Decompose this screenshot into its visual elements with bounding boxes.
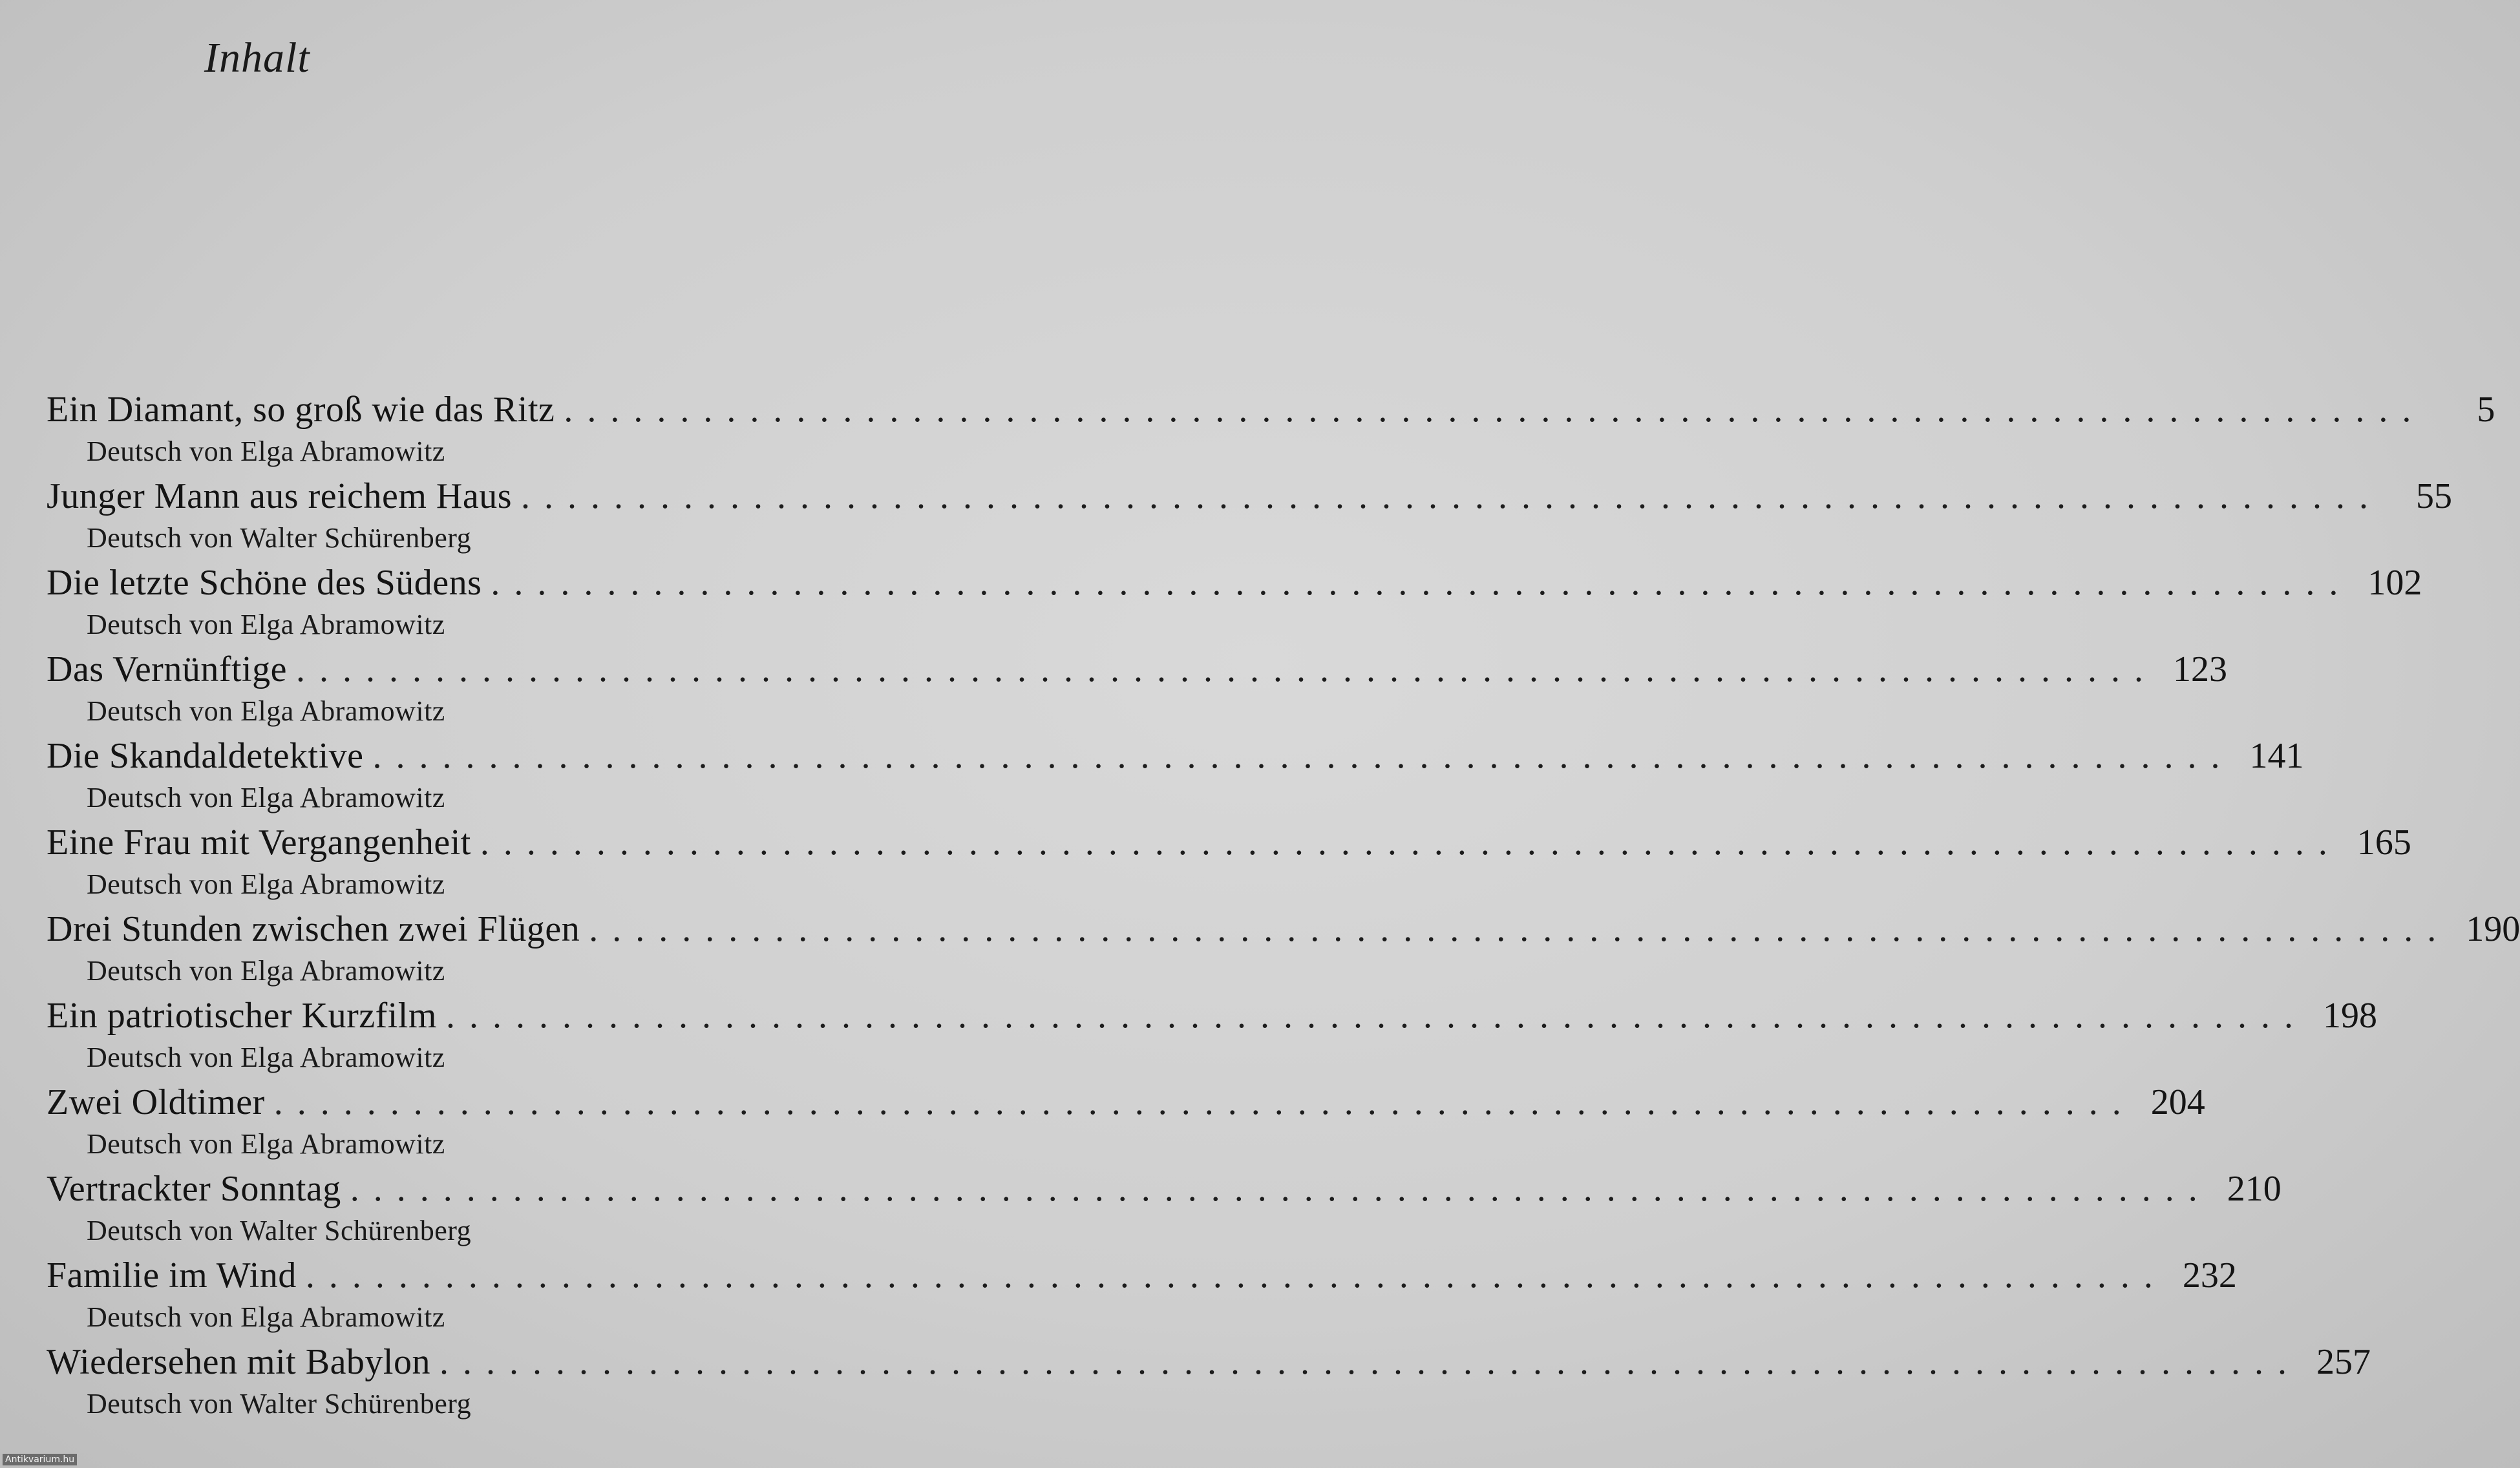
toc-entry — [47, 644, 2227, 730]
dot-leader: ................................................................................ — [372, 736, 2234, 776]
entry-translator: Deutsch von Walter Schürenberg — [87, 1215, 472, 1246]
toc-entry-line — [47, 384, 2495, 435]
entry-page-number: 165 — [2356, 823, 2411, 863]
entry-title: Vertrackter Sonntag — [47, 1169, 341, 1209]
entry-page-number: 210 — [2227, 1169, 2282, 1209]
dot-leader: ................................................................................ — [480, 823, 2342, 863]
entry-translator: Deutsch von Elga Abramowitz — [87, 1042, 445, 1073]
entry-title: Die letzte Schöne des Südens — [47, 563, 482, 603]
toc-entry-line — [47, 1163, 2282, 1215]
toc-entry — [47, 1163, 2282, 1250]
toc-entry — [47, 384, 2495, 470]
dot-leader: ................................................................................ — [564, 390, 2426, 430]
toc-entry — [47, 1250, 2237, 1336]
entry-title: Eine Frau mit Vergangenheit — [47, 823, 471, 863]
entry-title: Junger Mann aus reichem Haus — [47, 476, 513, 516]
entry-translator: Deutsch von Elga Abramowitz — [87, 695, 445, 727]
toc-entry-line — [47, 990, 2377, 1042]
dot-leader: ................................................................................ — [295, 649, 2157, 689]
entry-translator: Deutsch von Walter Schürenberg — [87, 522, 472, 554]
dot-leader: ................................................................................ — [589, 909, 2451, 949]
dot-leader: ................................................................................ — [273, 1082, 2135, 1122]
entry-page-number: 102 — [2367, 563, 2422, 603]
table-of-contents — [47, 384, 2520, 1423]
entry-title: Familie im Wind — [47, 1255, 297, 1295]
toc-entry — [47, 990, 2377, 1076]
entry-title: Drei Stunden zwischen zwei Flügen — [47, 909, 580, 949]
dot-leader: ................................................................................ — [491, 563, 2353, 603]
entry-title: Das Vernünftige — [47, 649, 287, 689]
toc-entry — [47, 557, 2422, 644]
entry-page-number: 232 — [2182, 1255, 2237, 1295]
entry-page-number: 141 — [2249, 736, 2304, 776]
watermark-text: Antikvarium.hu — [3, 1454, 77, 1465]
toc-entry — [47, 730, 2304, 817]
toc-entry — [47, 1076, 2205, 1163]
toc-entry-line — [47, 1250, 2237, 1301]
toc-entry — [47, 903, 2520, 990]
entry-title: Zwei Oldtimer — [47, 1082, 265, 1122]
toc-entry — [47, 470, 2453, 557]
toc-entry-line — [47, 644, 2227, 695]
entry-page-number: 123 — [2172, 649, 2227, 689]
dot-leader: ................................................................................ — [445, 996, 2307, 1036]
entry-page-number: 55 — [2416, 476, 2453, 516]
toc-entry-line — [47, 1336, 2371, 1388]
entry-page-number: 5 — [2477, 390, 2495, 430]
dot-leader: ................................................................................ — [521, 476, 2383, 516]
toc-entry-line — [47, 817, 2411, 868]
dot-leader: ................................................................................ — [439, 1342, 2301, 1382]
entry-page-number: 257 — [2316, 1342, 2371, 1382]
entry-translator: Deutsch von Elga Abramowitz — [87, 868, 445, 900]
entry-title: Die Skandaldetektive — [47, 736, 364, 776]
toc-entry-line — [47, 470, 2453, 522]
toc-entry-line — [47, 1076, 2205, 1128]
entry-translator: Deutsch von Elga Abramowitz — [87, 955, 445, 987]
entry-title: Ein Diamant, so groß wie das Ritz — [47, 390, 555, 430]
entry-translator: Deutsch von Elga Abramowitz — [87, 435, 445, 467]
dot-leader: ................................................................................ — [350, 1169, 2212, 1209]
entry-page-number: 190 — [2466, 909, 2520, 949]
toc-entry — [47, 817, 2411, 903]
entry-page-number: 204 — [2150, 1082, 2205, 1122]
dot-leader: ................................................................................ — [305, 1255, 2167, 1295]
toc-entry-line — [47, 557, 2422, 609]
entry-translator: Deutsch von Elga Abramowitz — [87, 609, 445, 640]
entry-title: Ein patriotischer Kurzfilm — [47, 996, 437, 1036]
page-heading: Inhalt — [204, 34, 310, 81]
entry-translator: Deutsch von Walter Schürenberg — [87, 1388, 472, 1420]
entry-title: Wiedersehen mit Babylon — [47, 1342, 430, 1382]
entry-page-number: 198 — [2322, 996, 2377, 1036]
entry-translator: Deutsch von Elga Abramowitz — [87, 1128, 445, 1160]
entry-translator: Deutsch von Elga Abramowitz — [87, 1301, 445, 1333]
toc-entry-line — [47, 730, 2304, 782]
toc-entry-line — [47, 903, 2520, 955]
entry-translator: Deutsch von Elga Abramowitz — [87, 782, 445, 813]
toc-entry — [47, 1336, 2371, 1423]
